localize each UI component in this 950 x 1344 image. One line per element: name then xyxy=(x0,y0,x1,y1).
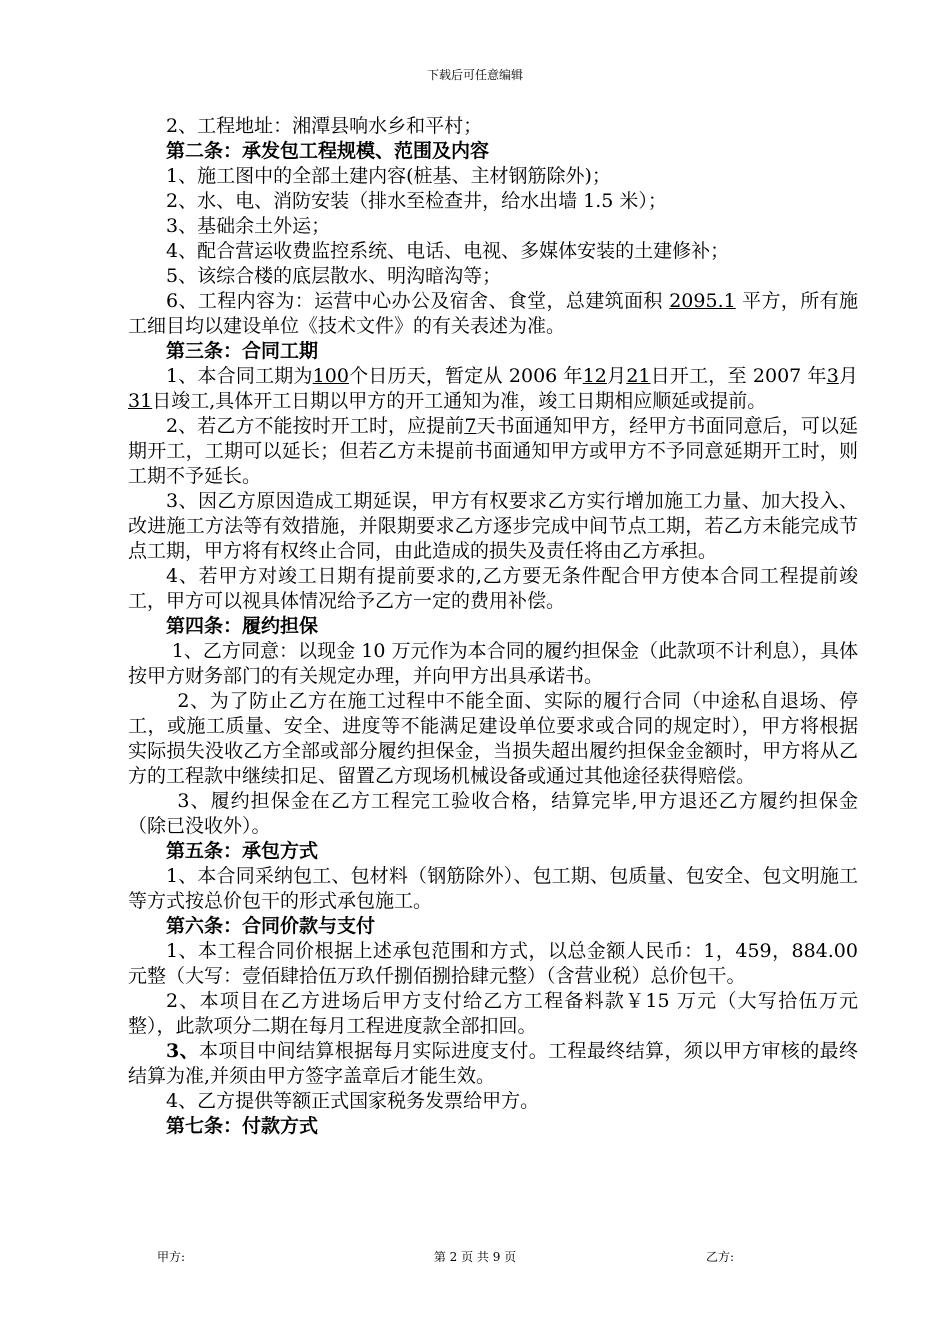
text-run: 日竣工,具体开工日期以甲方的开工通知为准，竣工日期相应顺延或提前。 xyxy=(152,390,767,412)
text-run: 日开工，至 2007 年 xyxy=(650,365,827,387)
paragraph: 2、水、电、消防安装（排水至检查井，给水出墙 1.5 米）； xyxy=(166,190,667,212)
paragraph: 2、为了防止乙方在施工过程中不能全面、实际的履行合同（中途私自退场、停工，或施工质量、安全、进度等不能满足建设单位要求或合同的规定时），甲方将根据实际损失没收乙方全部或部分履约担保金，当损失超出履约担保金金额时，甲方将从乙方的工程款中继续扣足、留置乙方现场机械设备或通过其他途径获得赔偿。 xyxy=(128,690,858,787)
section-heading: 第二条：承发包工程规模、范围及内容 xyxy=(166,140,490,162)
paragraph: 3、基础余土外运； xyxy=(166,215,331,237)
footer-party-a: 甲方: xyxy=(157,1250,186,1264)
text-run: 平方，所有施工细目均以建设单位《技术文件》的有关表述为准。 xyxy=(128,290,858,337)
paragraph: 4、乙方提供等额正式国家税务发票给甲方。 xyxy=(166,1090,540,1112)
underlined-value: 2095.1 xyxy=(669,290,736,312)
footer-party-b: 乙方: xyxy=(706,1250,735,1264)
section-heading: 第五条：承包方式 xyxy=(166,840,319,862)
paragraph xyxy=(128,1039,858,1089)
document-body xyxy=(128,114,858,1139)
text-run: 月 xyxy=(838,365,858,387)
paragraph: 2、工程地址：湘潭县响水乡和平村； xyxy=(166,115,483,137)
paragraph xyxy=(128,364,858,414)
paragraph: 4、若甲方对竣工日期有提前要求的,乙方要无条件配合甲方使本合同工程提前竣工，甲方可以视具体情况给予乙方一定的费用补偿。 xyxy=(128,565,858,612)
text-run: 天书面通知甲方，经甲方书面同意后，可以延期开工，工期可以延长；但若乙方未提前书面通知甲方或甲方不予同意延期开工时，则工期不予延长。 xyxy=(128,415,858,487)
paragraph: 1、本工程合同价根据上述承包范围和方式，以总金额人民币：1，459，884.00 元整（大写：壹佰肆拾伍万玖仟捌佰捌拾肆元整）（含营业税）总价包干。 xyxy=(128,940,858,987)
page-footer xyxy=(0,1248,950,1266)
paragraph: 3、履约担保金在乙方工程完工验收合格，结算完毕,甲方退还乙方履约担保金（除已没收外）。 xyxy=(128,790,858,837)
footer-page-number: 第 2 页 共 9 页 xyxy=(433,1250,517,1264)
paragraph xyxy=(128,414,858,489)
text-run: 本项目中间结算根据每月实际进度支付。工程最终结算，须以甲方审核的最终结算为准,并须由甲方签字盖章后才能生效。 xyxy=(128,1040,858,1087)
item-number: 3、 xyxy=(166,1040,200,1062)
underlined-value: 3 xyxy=(826,365,839,387)
underlined-value: 12 xyxy=(582,365,607,387)
text-run: 个日历天，暂定从 2006 年 xyxy=(348,365,583,387)
text-run: 1、本合同工期为 xyxy=(166,365,313,387)
underlined-value: 21 xyxy=(626,365,651,387)
underlined-value: 31 xyxy=(128,390,153,412)
header-note: 下载后可任意编辑 xyxy=(426,68,523,82)
section-heading: 第三条：合同工期 xyxy=(166,340,319,362)
underlined-value: 7 xyxy=(464,415,477,437)
section-heading: 第六条：合同价款与支付 xyxy=(166,915,376,937)
paragraph: 4、配合营运收费监控系统、电话、电视、多媒体安装的土建修补； xyxy=(166,240,730,262)
paragraph: 1、本合同采纳包工、包材料（钢筋除外）、包工期、包质量、包安全、包文明施工等方式按总价包干的形式承包施工。 xyxy=(128,865,858,912)
paragraph: 3、因乙方原因造成工期延误，甲方有权要求乙方实行增加施工力量、加大投入、改进施工方法等有效措施，并限期要求乙方逐步完成中间节点工期，若乙方未能完成节点工期，甲方将有权终止合同，由此造成的损失及责任将由乙方承担。 xyxy=(128,490,858,562)
paragraph: 2、本项目在乙方进场后甲方支付给乙方工程备料款￥15 万元（大写拾伍万元整），此款项分二期在每月工程进度款全部扣回。 xyxy=(128,990,858,1037)
paragraph: 1、乙方同意：以现金 10 万元作为本合同的履约担保金（此款项不计利息），具体按甲方财务部门的有关规定办理，并向甲方出具承诺书。 xyxy=(128,640,858,687)
text-run: 2、若乙方不能按时开工时，应提前 xyxy=(166,415,465,437)
paragraph: 1、施工图中的全部土建内容(桩基、主材钢筋除外)； xyxy=(166,165,611,187)
paragraph: 5、该综合楼的底层散水、明沟暗沟等； xyxy=(166,265,502,287)
page-header xyxy=(0,66,950,83)
paragraph xyxy=(128,289,858,339)
underlined-value: 100 xyxy=(312,365,349,387)
section-heading: 第四条：履约担保 xyxy=(166,615,319,637)
text-run: 月 xyxy=(606,365,627,387)
section-heading: 第七条：付款方式 xyxy=(166,1115,319,1137)
text-run: 6、工程内容为：运营中心办公及宿舍、食堂，总建筑面积 xyxy=(166,290,670,312)
